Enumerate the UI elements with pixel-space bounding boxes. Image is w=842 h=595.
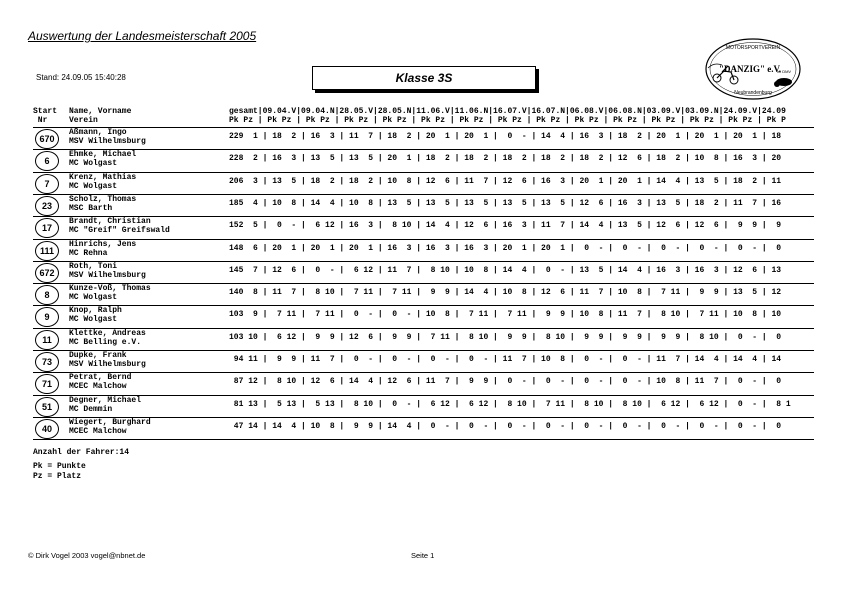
driver-name: Krenz, Mathias bbox=[69, 172, 137, 182]
driver-results: 148 6 | 20 1 | 20 1 | 20 1 | 16 3 | 16 3 | 16 3 | 20 1 | 20 1 | 0 - | 0 - | 0 - | 0 - | 0 - | 0 bbox=[229, 243, 782, 253]
start-number-badge: 11 bbox=[35, 330, 59, 350]
start-number-badge: 6 bbox=[35, 151, 59, 171]
start-number-badge: 9 bbox=[35, 307, 59, 327]
driver-club: MC Rehna bbox=[69, 248, 108, 258]
start-number-badge: 17 bbox=[35, 218, 59, 238]
logo-sub: im DMV bbox=[776, 69, 792, 74]
driver-results: 87 12 | 8 10 | 12 6 | 14 4 | 12 6 | 11 7 | 9 9 | 0 - | 0 - | 0 - | 0 - | 10 8 | 11 7 | 0 - | 0 bbox=[229, 377, 782, 387]
driver-results: 47 14 | 14 4 | 10 8 | 9 9 | 14 4 | 0 - | 0 - | 0 - | 0 - | 0 - | 0 - | 0 - | 0 - | 0 - | 0 bbox=[229, 421, 782, 431]
driver-name: Kunze-Voß, Thomas bbox=[69, 284, 151, 294]
table-row bbox=[33, 173, 814, 195]
driver-club: MC Demmin bbox=[69, 404, 113, 414]
footer-copyright: © Dirk Vogel 2003 vogel@nbnet.de bbox=[28, 551, 146, 560]
footer-page-number: Seite 1 bbox=[411, 551, 435, 560]
driver-club: MC "Greif" Greifswald bbox=[69, 226, 170, 236]
logo-top-text: MOTORSPORTVEREIN bbox=[725, 45, 781, 51]
start-number-badge: 111 bbox=[35, 241, 59, 261]
driver-results: 103 10 | 6 12 | 9 9 | 12 6 | 9 9 | 7 11 | 8 10 | 9 9 | 8 10 | 9 9 | 9 9 | 9 9 | 8 10 | 0 - | 0 bbox=[229, 332, 782, 342]
driver-name: Degner, Michael bbox=[69, 395, 142, 405]
start-number-badge: 670 bbox=[35, 129, 59, 149]
driver-results: 81 13 | 5 13 | 5 13 | 8 10 | 0 - | 6 12 | 6 12 | 8 10 | 7 11 | 8 10 | 8 10 | 6 12 | 6 12 | 0 - | 8 1 bbox=[229, 399, 791, 409]
driver-club: MC Wolgast bbox=[69, 315, 118, 325]
driver-club: MC Wolgast bbox=[69, 159, 118, 169]
header-columns-pkpz: Pk Pz | Pk Pz | Pk Pz | Pk Pz | Pk Pz | Pk Pz | Pk Pz | Pk Pz | Pk Pz | Pk Pz | Pk Pz | Pk Pz | Pk Pz | Pk Pz | Pk P bbox=[229, 116, 786, 125]
driver-club: MC Wolgast bbox=[69, 293, 118, 303]
table-row bbox=[33, 240, 814, 262]
table-row bbox=[33, 195, 814, 217]
driver-results: 228 2 | 16 3 | 13 5 | 13 5 | 20 1 | 18 2 | 18 2 | 18 2 | 18 2 | 18 2 | 12 6 | 18 2 | 10 8 | 16 3 | 20 bbox=[229, 154, 782, 164]
driver-club: MC Wolgast bbox=[69, 181, 118, 191]
table-row bbox=[33, 351, 814, 373]
table-row bbox=[33, 306, 814, 328]
driver-results: 229 1 | 18 2 | 16 3 | 11 7 | 18 2 | 20 1 | 20 1 | 0 - | 14 4 | 16 3 | 18 2 | 20 1 | 20 1 | 20 1 | 18 bbox=[229, 132, 782, 141]
driver-name: Roth, Toni bbox=[69, 261, 118, 271]
driver-club: MC Belling e.V. bbox=[69, 337, 142, 347]
table-row bbox=[33, 217, 814, 239]
start-number-badge: 40 bbox=[35, 419, 59, 439]
driver-name: Hinrichs, Jens bbox=[69, 239, 137, 249]
driver-name: Brandt, Christian bbox=[69, 217, 151, 227]
club-logo bbox=[704, 38, 802, 100]
logo-name: "DANZIG" e.V. bbox=[718, 64, 782, 74]
start-number-badge: 8 bbox=[35, 285, 59, 305]
driver-name: Knop, Ralph bbox=[69, 306, 122, 316]
legend-pk: Pk = Punkte bbox=[33, 462, 86, 471]
start-number-badge: 672 bbox=[35, 263, 59, 283]
driver-name: Klettke, Andreas bbox=[69, 328, 146, 338]
table-row bbox=[33, 418, 814, 440]
table-row bbox=[33, 150, 814, 172]
table-row bbox=[33, 128, 814, 150]
table-row bbox=[33, 284, 814, 306]
driver-results: 103 9 | 7 11 | 7 11 | 0 - | 0 - | 10 8 | 7 11 | 7 11 | 9 9 | 10 8 | 11 7 | 8 10 | 7 11 | 10 8 | 10 bbox=[229, 310, 782, 320]
start-number-badge: 73 bbox=[35, 352, 59, 372]
driver-results: 152 5 | 0 - | 6 12 | 16 3 | 8 10 | 14 4 | 12 6 | 16 3 | 11 7 | 14 4 | 13 5 | 12 6 | 12 6 | 9 9 | 9 bbox=[229, 221, 782, 231]
header-columns-dates: gesamt|09.04.V|09.04.N|28.05.V|28.05.N|11.06.V|11.06.N|16.07.V|16.07.N|06.08.V|06.08.N|03.09.V|03.09.N|24.09.V|24.09 bbox=[229, 107, 786, 116]
driver-results: 140 8 | 11 7 | 8 10 | 7 11 | 7 11 | 9 9 | 14 4 | 10 8 | 12 6 | 11 7 | 10 8 | 7 11 | 9 9 | 13 5 | 12 bbox=[229, 288, 782, 298]
driver-results: 185 4 | 10 8 | 14 4 | 10 8 | 13 5 | 13 5 | 13 5 | 13 5 | 13 5 | 12 6 | 16 3 | 13 5 | 18 2 | 11 7 | 16 bbox=[229, 198, 782, 208]
driver-club: MSV Wilhelmsburg bbox=[69, 137, 146, 146]
driver-name: Petrat, Bernd bbox=[69, 373, 132, 383]
driver-name: Aßmann, Ingo bbox=[69, 128, 127, 137]
driver-club: MSC Barth bbox=[69, 203, 113, 213]
driver-results: 145 7 | 12 6 | 0 - | 6 12 | 11 7 | 8 10 | 10 8 | 14 4 | 0 - | 13 5 | 14 4 | 16 3 | 16 3 | 12 6 | 13 bbox=[229, 265, 782, 275]
driver-results: 206 3 | 13 5 | 18 2 | 18 2 | 10 8 | 12 6 | 11 7 | 12 6 | 16 3 | 20 1 | 20 1 | 14 4 | 13 5 | 18 2 | 11 bbox=[229, 176, 782, 186]
document-title: Auswertung der Landesmeisterschaft 2005 bbox=[28, 29, 257, 43]
start-number-badge: 51 bbox=[35, 397, 59, 417]
legend-pz: Pz = Platz bbox=[33, 472, 82, 481]
driver-name: Scholz, Thomas bbox=[69, 194, 137, 204]
timestamp-stand: Stand: 24.09.05 15:40:28 bbox=[36, 73, 126, 82]
driver-results: 94 11 | 9 9 | 11 7 | 0 - | 0 - | 0 - | 0 - | 11 7 | 10 8 | 0 - | 0 - | 11 7 | 14 4 | 14 4 | 14 bbox=[229, 355, 782, 364]
driver-count: Anzahl der Fahrer:14 bbox=[33, 448, 130, 457]
start-number-badge: 71 bbox=[35, 374, 59, 394]
start-number-badge: 7 bbox=[35, 174, 59, 194]
driver-name: Ehmke, Michael bbox=[69, 150, 137, 160]
header-start: Start bbox=[33, 107, 58, 116]
table-row bbox=[33, 262, 814, 284]
logo-bottom-text: Neubrandenburg bbox=[734, 90, 772, 96]
driver-club: MCEC Malchow bbox=[69, 382, 127, 392]
header-verein: Verein bbox=[69, 116, 98, 125]
class-title-box: Klasse 3S bbox=[312, 66, 536, 90]
driver-name: Wiegert, Burghard bbox=[69, 417, 151, 427]
row-divider bbox=[33, 439, 814, 440]
header-nr: Nr bbox=[33, 116, 48, 125]
driver-name: Dupke, Frank bbox=[69, 351, 127, 360]
table-row bbox=[33, 396, 814, 418]
table-row bbox=[33, 329, 814, 351]
driver-club: MSV Wilhelmsburg bbox=[69, 360, 146, 369]
driver-club: MCEC Malchow bbox=[69, 426, 127, 436]
start-number-badge: 23 bbox=[35, 196, 59, 216]
header-name: Name, Vorname bbox=[69, 107, 132, 116]
table-row bbox=[33, 373, 814, 395]
driver-club: MSV Wilhelmsburg bbox=[69, 270, 146, 280]
